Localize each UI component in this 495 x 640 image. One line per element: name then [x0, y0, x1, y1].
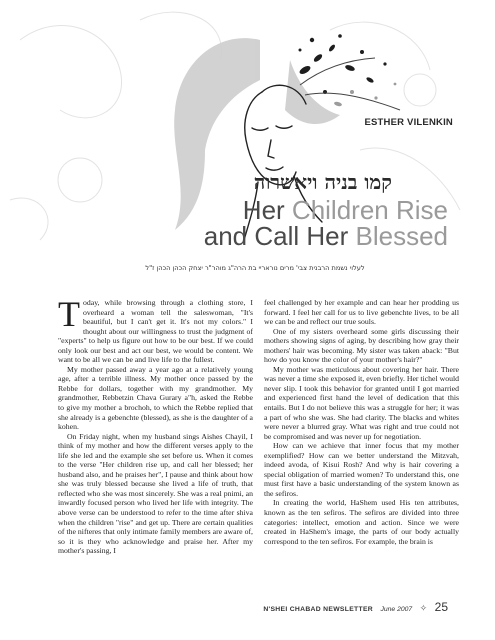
body-column-left [58, 294, 253, 556]
publication-name: N'SHEI CHABAD NEWSLETTER [263, 606, 373, 613]
body-column-right [264, 298, 459, 546]
paragraph-text: oday, while browsing through a clothing store, I overheard a woman tell the saleswoman, "It's beautiful, but I can't get it. It's not my colors." I thought about our willingness to trust the judgment of "experts" to help us figure out how to be our best. If we could only look our best and act our best, we would be content. We want to be all we can be and live life to the fullest. [58, 298, 253, 365]
paragraph: feel challenged by her example and can hear her prodding us forward. I feel her call for us to live gebenchte lives, to be all we can be and reflect our true souls. [264, 298, 459, 327]
hebrew-title: קמו בניה ויאשרוה [253, 170, 392, 194]
drop-cap: T [58, 294, 80, 334]
diamond-icon: ✧ [419, 603, 428, 613]
paragraph: How can we achieve that inner focus that my mother exemplified? How can we better understand the Mitzvah, indeed avoda, of Kisui Rosh? And why is hair covering a special obligation of married women? To understand this, one must first have a basic understanding of the system known as the sefiros. [264, 441, 459, 498]
title-fragment: and Call Her [203, 221, 356, 251]
dedication-line: לעלוי נשמת הרבנית צבי' מרים נוראריי בת הרה"ג מוהר"ר יצחק הכהן הכהן ז"ל [145, 264, 365, 272]
paragraph: In creating the world, HaShem used His ten attributes, known as the ten sefiros. The sefiros are divided into three categories: intellect, emotion and action. Since we were created in HaShem's image, the parts of our body actually correspond to the ten sefiros. For example, the brain is [264, 498, 459, 546]
article-title-line-2 [0, 223, 448, 249]
page-footer [263, 598, 448, 616]
title-fragment: Blessed [355, 221, 448, 251]
paragraph [58, 294, 253, 365]
author-byline: ESTHER VILENKIN [364, 117, 453, 128]
article-title-line-1 [0, 197, 448, 223]
paragraph: One of my sisters overheard some girls discussing their mothers showing signs of aging, by describing how gray their mothers' hair was becoming. My sister was taken aback: "But how do you know the color of your mother's hair?" [264, 326, 459, 365]
paragraph: On Friday night, when my husband sings Aishes Chayil, I think of my mother and how the different verses apply to the life she led and the example she set before us. When it comes to the verse "Her children rise up, and call her blessed; her husband also, and he praises her", I pause and think about how she was truly blessed because she lived a life of truth, that reflected who she was most sincerely. She was a real pnimi, an inwardly focused person who lived her life with integrity. The above verse can be understood to refer to the time after shiva when the children "rise" and get up. There are certain qualities of the nifteres that only intimate family members are aware of, so it is they who acknowledge and praise her. After my mother's passing, I [58, 431, 253, 556]
page-number: 25 [434, 600, 448, 614]
title-fragment: Children Rise [291, 195, 448, 225]
paragraph: My mother passed away a year ago at a relatively young age, after a terrible illness. My mother once passed by the Rebbe for dollars, together with my grandmother. My grandmother, Rebbetzin Chava Gurary a"h, asked the Rebbe to give my mother a brochoh, to which the Rebbe replied that she already is a gebenchte (blessed), as she is the daughter of a kohen. [58, 364, 253, 432]
issue-date: June 2007 [380, 606, 413, 613]
paragraph: My mother was meticulous about covering her hair. There was never a time she exposed it, even briefly. Her tichel would never slip. I took this behavior for granted until I got married and experienced first hand the level of dedication that this entails. But I do not believe this was a struggle for her; it was a part of who she was. She had clarity. The blacks and whites were never a blurred gray. What was right and true could not be compromised and was never up for negotiation. [264, 364, 459, 441]
title-fragment: Her [242, 195, 292, 225]
